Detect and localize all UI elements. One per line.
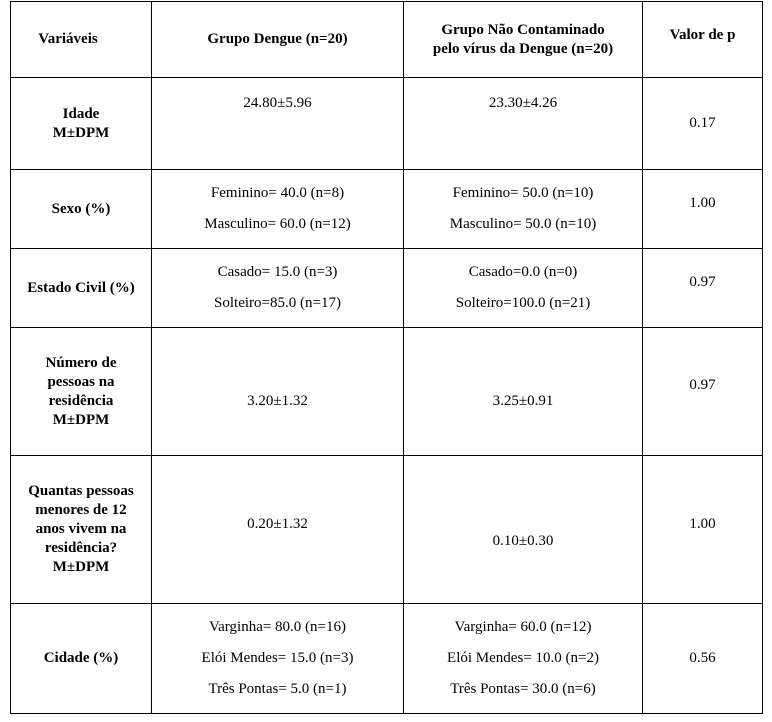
non-contaminated-sex: Feminino= 50.0 (n=10) Masculino= 50.0 (n=10) <box>404 170 643 249</box>
dengue-age: 24.80±5.96 <box>152 78 404 170</box>
non-contaminated-household-size: 3.25±0.91 <box>404 328 643 456</box>
data-table <box>10 1 763 714</box>
dengue-civil-status: Casado= 15.0 (n=3) Solteiro=85.0 (n=17) <box>152 249 404 328</box>
row-label-household-size: Número de pessoas na residência M±DPM <box>11 328 152 456</box>
header-group-non-contaminated: Grupo Não Contaminado pelo vírus da Dengue (n=20) <box>404 2 643 78</box>
non-contaminated-civil-status: Casado=0.0 (n=0) Solteiro=100.0 (n=21) <box>404 249 643 328</box>
p-value-city: 0.56 <box>643 604 763 714</box>
table-row <box>11 170 763 249</box>
row-label-age: Idade M±DPM <box>11 78 152 170</box>
row-label-city: Cidade (%) <box>11 604 152 714</box>
dengue-city: Varginha= 80.0 (n=16) Elói Mendes= 15.0 (n=3) Três Pontas= 5.0 (n=1) <box>152 604 404 714</box>
p-value-age: 0.17 <box>643 78 763 170</box>
p-value-household-size: 0.97 <box>643 328 763 456</box>
p-value-sex: 1.00 <box>643 170 763 249</box>
table-row <box>11 604 763 714</box>
row-label-civil-status: Estado Civil (%) <box>11 249 152 328</box>
table-row <box>11 78 763 170</box>
header-group-dengue: Grupo Dengue (n=20) <box>152 2 404 78</box>
dengue-children-under-12: 0.20±1.32 <box>152 456 404 604</box>
non-contaminated-age: 23.30±4.26 <box>404 78 643 170</box>
non-contaminated-city: Varginha= 60.0 (n=12) Elói Mendes= 10.0 (n=2) Três Pontas= 30.0 (n=6) <box>404 604 643 714</box>
p-value-civil-status: 0.97 <box>643 249 763 328</box>
header-variables: Variáveis <box>11 2 152 78</box>
table-row <box>11 456 763 604</box>
table-header-row <box>11 2 763 78</box>
non-contaminated-children-under-12: 0.10±0.30 <box>404 456 643 604</box>
table-row <box>11 328 763 456</box>
table-row <box>11 249 763 328</box>
dengue-household-size: 3.20±1.32 <box>152 328 404 456</box>
row-label-children-under-12: Quantas pessoas menores de 12 anos vivem na residência? M±DPM <box>11 456 152 604</box>
p-value-children-under-12: 1.00 <box>643 456 763 604</box>
dengue-sex: Feminino= 40.0 (n=8) Masculino= 60.0 (n=12) <box>152 170 404 249</box>
header-p-value: Valor de p <box>643 2 763 78</box>
row-label-sex: Sexo (%) <box>11 170 152 249</box>
